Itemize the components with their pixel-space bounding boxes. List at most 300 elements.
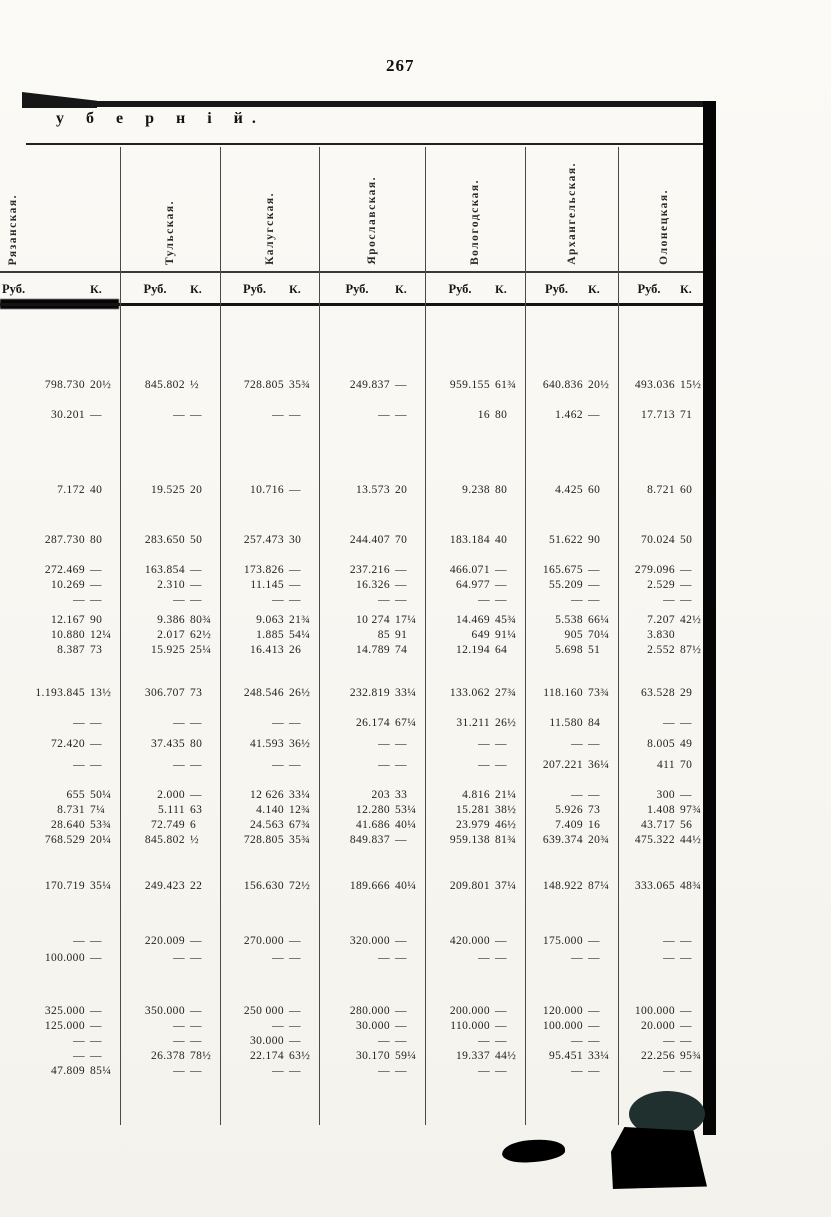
kop-value: 12¾ [289, 804, 311, 816]
rub-value: 768.529 [44, 834, 85, 846]
kop-value: — [395, 738, 407, 750]
rub-value: 249.837 [349, 379, 390, 391]
column-header-label: Ярославская. [366, 176, 378, 265]
rub-value: — [173, 1035, 185, 1047]
data-cell [425, 1034, 525, 1049]
data-cell [525, 1034, 618, 1049]
data-cell [120, 803, 220, 818]
rub-value: — [663, 717, 675, 729]
column-header-3 [220, 148, 319, 271]
rub-value: 148.922 [542, 880, 583, 892]
rub-value: 257.473 [243, 534, 284, 546]
kop-value: — [90, 1005, 102, 1017]
rub-value: 283.650 [144, 534, 185, 546]
rub-value: — [73, 935, 85, 947]
kop-value: — [289, 1065, 301, 1077]
rub-value: 175.000 [542, 935, 583, 947]
kop-value: 33¼ [289, 789, 311, 801]
data-cell [220, 951, 319, 966]
rub-value: 51.622 [548, 534, 583, 546]
kop-value: — [680, 789, 692, 801]
rub-value: 9.386 [157, 614, 185, 626]
kop-value: 29 [680, 687, 693, 699]
rub-label: Руб. [345, 281, 369, 296]
rub-value: 232.819 [349, 687, 390, 699]
kop-value: 21¾ [289, 614, 311, 626]
data-cell [319, 879, 425, 894]
data-cell [0, 378, 120, 393]
data-cell [525, 879, 618, 894]
rub-value: 100.000 [542, 1020, 583, 1032]
kop-label: К. [90, 281, 102, 296]
kop-value: 91¼ [495, 629, 517, 641]
table-title: у б е р н і й. [56, 110, 265, 127]
rub-value: 1.462 [555, 409, 583, 421]
kop-value: — [289, 759, 301, 771]
rub-value: — [663, 1065, 675, 1077]
table-row [0, 951, 710, 966]
kop-value: — [289, 564, 301, 576]
data-cell [220, 628, 319, 643]
kop-value: — [680, 564, 692, 576]
data-cell [425, 818, 525, 833]
data-cell [319, 803, 425, 818]
data-cell [618, 593, 710, 608]
rub-value: 1.408 [647, 804, 675, 816]
column-header-label: Олонецкая. [658, 189, 670, 265]
data-cell [120, 563, 220, 578]
data-cell [220, 1049, 319, 1064]
table-row [0, 643, 710, 658]
data-cell [319, 1004, 425, 1019]
rub-value: 47.809 [50, 1065, 85, 1077]
data-cell [120, 533, 220, 548]
rub-value: — [663, 1035, 675, 1047]
rub-value: 11.145 [250, 579, 284, 591]
rub-value: 200.000 [449, 1005, 490, 1017]
rub-value: 248.546 [243, 687, 284, 699]
rub-value: 845.802 [144, 379, 185, 391]
data-cell [0, 533, 120, 548]
rub-value: 220.009 [144, 935, 185, 947]
currency-header-cell [425, 277, 525, 301]
column-header-label: Калугская. [263, 192, 276, 265]
data-cell [319, 818, 425, 833]
kop-value: — [90, 952, 102, 964]
data-cell [0, 737, 120, 752]
rub-value: 7.172 [57, 484, 85, 496]
kop-value: 71 [680, 409, 693, 421]
rub-value: — [73, 1050, 85, 1062]
row-group-6 [0, 686, 710, 701]
kop-value: 95¾ [680, 1050, 702, 1062]
data-cell [120, 578, 220, 593]
data-cell [618, 686, 710, 701]
row-group-1 [0, 378, 710, 423]
data-cell [425, 1049, 525, 1064]
kop-value: 53¾ [90, 819, 112, 831]
data-cell [618, 758, 710, 773]
data-cell [120, 1034, 220, 1049]
data-cell [425, 737, 525, 752]
kop-value: — [90, 1020, 102, 1032]
rub-value: — [378, 1065, 390, 1077]
table-row [0, 1064, 710, 1079]
data-cell [425, 803, 525, 818]
rub-value: — [378, 1035, 390, 1047]
data-cell [220, 643, 319, 658]
kop-value: — [588, 1005, 600, 1017]
kop-value: 50¼ [90, 789, 112, 801]
kop-value: 26 [289, 644, 302, 656]
kop-value: — [395, 834, 407, 846]
kop-value: — [680, 1065, 692, 1077]
data-cell [120, 818, 220, 833]
table-row [0, 378, 710, 393]
data-cell [425, 563, 525, 578]
kop-value: — [680, 1035, 692, 1047]
kop-value: ½ [190, 379, 200, 391]
kop-value: — [495, 564, 507, 576]
data-cell [425, 716, 525, 731]
data-cell [319, 643, 425, 658]
table-row [0, 686, 710, 701]
data-cell [0, 578, 120, 593]
rub-value: 72.749 [150, 819, 185, 831]
data-cell [220, 833, 319, 848]
data-cell [319, 378, 425, 393]
rub-value: 2.017 [157, 629, 185, 641]
kop-value: 46½ [495, 819, 517, 831]
rub-value: — [73, 1035, 85, 1047]
kop-value: — [190, 1065, 202, 1077]
kop-label: К. [395, 281, 407, 296]
kop-value: — [588, 409, 600, 421]
kop-value: 33¼ [588, 1050, 610, 1062]
kop-value: 80 [495, 484, 508, 496]
rub-value: 5.698 [555, 644, 583, 656]
rub-value: 64.977 [455, 579, 490, 591]
rub-value: 845.802 [144, 834, 185, 846]
kop-value: 80 [90, 534, 103, 546]
rub-value: 959.138 [449, 834, 490, 846]
kop-value: — [90, 738, 102, 750]
kop-value: — [395, 379, 407, 391]
rub-value: 37.435 [150, 738, 185, 750]
kop-value: — [289, 579, 301, 591]
data-cell [120, 1004, 220, 1019]
rub-value: 333.065 [634, 880, 675, 892]
data-cell [0, 628, 120, 643]
rub-value: 279.096 [634, 564, 675, 576]
kop-value: 45¾ [495, 614, 517, 626]
rub-value: — [478, 759, 490, 771]
data-cell [120, 643, 220, 658]
data-cell [618, 408, 710, 423]
data-cell [618, 1049, 710, 1064]
currency-header-cell [319, 277, 425, 301]
data-cell [0, 788, 120, 803]
rub-value: 9.238 [462, 484, 490, 496]
rub-value: 26.174 [355, 717, 390, 729]
rub-value: 100.000 [634, 1005, 675, 1017]
kop-value: 26½ [289, 687, 311, 699]
data-cell [425, 951, 525, 966]
kop-value: 22 [190, 880, 203, 892]
column-header-row [0, 148, 710, 271]
data-cell [319, 833, 425, 848]
kop-value: — [495, 579, 507, 591]
data-cell [220, 879, 319, 894]
row-group-2 [0, 483, 710, 498]
table-row [0, 879, 710, 894]
rub-value: — [378, 952, 390, 964]
rub-value: 655 [66, 789, 85, 801]
data-cell [220, 408, 319, 423]
rub-value: 14.469 [455, 614, 490, 626]
rub-value: — [378, 594, 390, 606]
row-group-11 [0, 1004, 710, 1079]
data-cell [220, 737, 319, 752]
kop-value: 16 [588, 819, 601, 831]
rub-value: 798.730 [44, 379, 85, 391]
rub-value: 244.407 [349, 534, 390, 546]
data-cell [120, 408, 220, 423]
data-cell [0, 1034, 120, 1049]
kop-value: 17¼ [395, 614, 417, 626]
kop-value: — [680, 594, 692, 606]
kop-value: 6 [190, 819, 197, 831]
data-cell [618, 1004, 710, 1019]
table-body [0, 312, 710, 1079]
table-row [0, 758, 710, 773]
rub-value: 19.525 [150, 484, 185, 496]
data-cell [0, 951, 120, 966]
data-cell [425, 578, 525, 593]
data-cell [319, 1064, 425, 1079]
rub-value: 20.000 [640, 1020, 675, 1032]
kop-value: — [588, 952, 600, 964]
rub-value: 4.425 [555, 484, 583, 496]
rub-label: Руб. [2, 281, 26, 296]
kop-value: — [90, 1035, 102, 1047]
kop-value: — [680, 952, 692, 964]
rub-value: 12.194 [455, 644, 490, 656]
rub-value: — [173, 952, 185, 964]
kop-value: 73 [90, 644, 103, 656]
rub-value: 207.221 [542, 759, 583, 771]
table-row [0, 818, 710, 833]
rub-value: — [272, 1065, 284, 1077]
data-cell [319, 578, 425, 593]
rub-value: 120.000 [542, 1005, 583, 1017]
rub-value: 411 [656, 759, 675, 771]
kop-value: — [680, 935, 692, 947]
data-cell [618, 483, 710, 498]
kop-value: 27¾ [495, 687, 517, 699]
data-cell [319, 737, 425, 752]
data-cell [0, 563, 120, 578]
data-cell [0, 686, 120, 701]
data-cell [220, 563, 319, 578]
kop-value: — [90, 717, 102, 729]
kop-value: 20¼ [90, 834, 112, 846]
kop-value: — [495, 1005, 507, 1017]
kop-value: 80¾ [190, 614, 212, 626]
column-header-5 [425, 148, 525, 271]
kop-value: 60 [680, 484, 693, 496]
kop-value: — [289, 1035, 301, 1047]
kop-value: 36½ [289, 738, 311, 750]
kop-value: 87¼ [588, 880, 610, 892]
rub-value: 125.000 [44, 1020, 85, 1032]
data-cell [319, 1034, 425, 1049]
table-row [0, 593, 710, 608]
data-cell [525, 1064, 618, 1079]
data-cell [525, 803, 618, 818]
data-cell [0, 613, 120, 628]
kop-value: — [680, 717, 692, 729]
data-cell [618, 934, 710, 949]
kop-value: — [395, 1035, 407, 1047]
rub-value: 14.789 [355, 644, 390, 656]
kop-value: 38½ [495, 804, 517, 816]
kop-value: 63 [190, 804, 203, 816]
kop-value: — [289, 952, 301, 964]
rub-value: 7.409 [555, 819, 583, 831]
table-row [0, 533, 710, 548]
rub-value: — [272, 717, 284, 729]
rub-value: — [478, 1035, 490, 1047]
kop-value: — [395, 759, 407, 771]
data-cell [525, 563, 618, 578]
rub-value: 3.830 [647, 629, 675, 641]
kop-value: 7¼ [90, 804, 106, 816]
rub-value: 17.713 [640, 409, 675, 421]
rub-value: — [571, 594, 583, 606]
kop-value: 80 [495, 409, 508, 421]
row-group-8 [0, 788, 710, 848]
data-cell [319, 686, 425, 701]
rub-value: 183.184 [449, 534, 490, 546]
kop-value: — [588, 935, 600, 947]
kop-value: 62½ [190, 629, 212, 641]
data-cell [120, 716, 220, 731]
data-cell [0, 934, 120, 949]
kop-value: 35¾ [289, 834, 311, 846]
kop-value: — [395, 952, 407, 964]
kop-value: 20½ [90, 379, 112, 391]
data-cell [425, 1064, 525, 1079]
data-cell [425, 628, 525, 643]
rub-value: 19.337 [455, 1050, 490, 1062]
currency-header-cell [220, 277, 319, 301]
kop-value: — [588, 564, 600, 576]
column-header-1 [0, 148, 120, 271]
rub-value: — [663, 935, 675, 947]
data-cell [120, 758, 220, 773]
data-cell [618, 1064, 710, 1079]
rub-value: 133.062 [449, 687, 490, 699]
kop-value: 54¼ [289, 629, 311, 641]
rub-value: — [663, 952, 675, 964]
rub-value: 163.854 [144, 564, 185, 576]
data-cell [120, 788, 220, 803]
rub-value: 30.000 [355, 1020, 390, 1032]
data-cell [525, 533, 618, 548]
rub-value: 10.269 [50, 579, 85, 591]
kop-value: 15½ [680, 379, 702, 391]
data-cell [0, 593, 120, 608]
data-cell [220, 578, 319, 593]
data-cell [525, 578, 618, 593]
rub-value: 849.837 [349, 834, 390, 846]
rub-value: — [173, 1020, 185, 1032]
table-row [0, 1034, 710, 1049]
kop-value: 13½ [90, 687, 112, 699]
rub-value: 110.000 [450, 1020, 490, 1032]
rub-value: 41.593 [249, 738, 284, 750]
kop-value: — [190, 1035, 202, 1047]
kop-value: 73¾ [588, 687, 610, 699]
data-cell [425, 788, 525, 803]
data-cell [618, 578, 710, 593]
kop-value: — [395, 1020, 407, 1032]
data-cell [0, 1064, 120, 1079]
rub-value: 95.451 [548, 1050, 583, 1062]
rub-value: — [478, 1065, 490, 1077]
currency-header-cell [525, 277, 618, 301]
rub-value: 10 274 [355, 614, 390, 626]
data-cell [120, 934, 220, 949]
kop-value: — [289, 594, 301, 606]
rub-value: 9.063 [256, 614, 284, 626]
data-cell [425, 378, 525, 393]
kop-value: 85¼ [90, 1065, 112, 1077]
row-group-3 [0, 533, 710, 548]
rub-value: — [571, 789, 583, 801]
rub-value: 320.000 [349, 935, 390, 947]
kop-value: 72½ [289, 880, 311, 892]
currency-header-cell [0, 277, 120, 301]
kop-value: 33 [395, 789, 408, 801]
rub-value: 8.005 [647, 738, 675, 750]
rub-value: 280.000 [349, 1005, 390, 1017]
rub-value: 173.826 [243, 564, 284, 576]
table-top-border [22, 101, 712, 107]
rub-value: 100.000 [44, 952, 85, 964]
data-cell [425, 758, 525, 773]
rub-value: 31.211 [456, 717, 490, 729]
table-row [0, 408, 710, 423]
data-cell [120, 593, 220, 608]
rub-value: 475.322 [634, 834, 675, 846]
data-cell [618, 378, 710, 393]
kop-value: 81¾ [495, 834, 517, 846]
kop-value: — [680, 1005, 692, 1017]
data-cell [220, 934, 319, 949]
rub-value: 165.675 [542, 564, 583, 576]
data-cell [0, 833, 120, 848]
kop-value: — [588, 1035, 600, 1047]
data-cell [525, 1049, 618, 1064]
data-cell [425, 643, 525, 658]
kop-value: — [190, 759, 202, 771]
rub-value: — [272, 1020, 284, 1032]
kop-value: — [588, 738, 600, 750]
kop-value: — [588, 789, 600, 801]
rub-value: 28.640 [50, 819, 85, 831]
